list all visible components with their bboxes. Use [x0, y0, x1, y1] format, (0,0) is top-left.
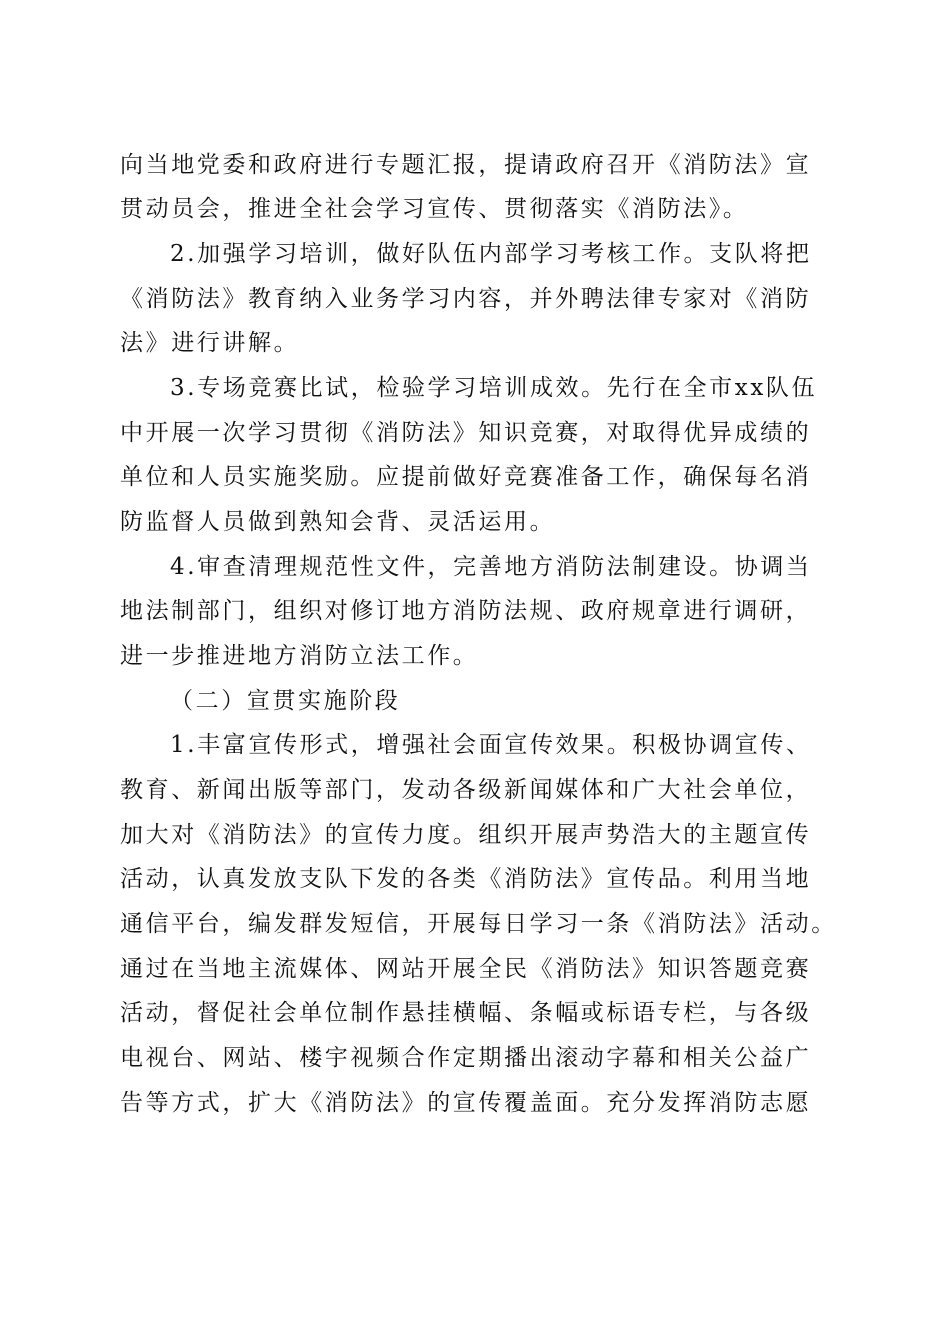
paragraph-2-start: 2.加强学习培训，做好队伍内部学习考核工作。支队将把 — [170, 241, 812, 267]
section-heading: （二）宣贯实施阶段 — [170, 688, 401, 714]
text-line: 告等方式，扩大《消防法》的宣传覆盖面。充分发挥消防志愿 — [120, 1090, 812, 1116]
text-line: 《消防法》教育纳入业务学习内容，并外聘法律专家对《消防 — [120, 286, 812, 312]
paragraph-3-start: 3.专场竞赛比试，检验学习培训成效。先行在全市xx队伍 — [170, 375, 818, 401]
text-line: 防监督人员做到熟知会背、灵活运用。 — [120, 509, 556, 535]
text-line: 活动，督促社会单位制作悬挂横幅、条幅或标语专栏，与各级 — [120, 1000, 812, 1026]
text-line: 进一步推进地方消防立法工作。 — [120, 643, 479, 669]
text-line: 地法制部门，组织对修订地方消防法规、政府规章进行调研， — [120, 598, 812, 624]
text-line: 中开展一次学习贯彻《消防法》知识竞赛，对取得优异成绩的 — [120, 420, 812, 446]
text-line: 加大对《消防法》的宣传力度。组织开展声势浩大的主题宣传 — [120, 822, 812, 848]
text-line: 教育、新闻出版等部门，发动各级新闻媒体和广大社会单位， — [120, 777, 812, 803]
text-line: 电视台、网站、楼宇视频合作定期播出滚动字幕和相关公益广 — [120, 1045, 812, 1071]
text-line: 向当地党委和政府进行专题汇报，提请政府召开《消防法》宣 — [120, 152, 812, 178]
text-line: 活动，认真发放支队下发的各类《消防法》宣传品。利用当地 — [120, 866, 812, 892]
paragraph-5-start: 1.丰富宣传形式，增强社会面宣传效果。积极协调宣传、 — [170, 732, 812, 758]
paragraph-4-start: 4.审查清理规范性文件，完善地方消防法制建设。协调当 — [170, 554, 812, 580]
text-line: 通信平台，编发群发短信，开展每日学习一条《消防法》活动。 — [120, 911, 837, 937]
text-line: 贯动员会，推进全社会学习宣传、贯彻落实《消防法》。 — [120, 196, 749, 222]
text-line: 单位和人员实施奖励。应提前做好竞赛准备工作，确保每名消 — [120, 464, 812, 490]
text-line: 法》进行讲解。 — [120, 330, 300, 356]
text-line: 通过在当地主流媒体、网站开展全民《消防法》知识答题竞赛 — [120, 956, 812, 982]
